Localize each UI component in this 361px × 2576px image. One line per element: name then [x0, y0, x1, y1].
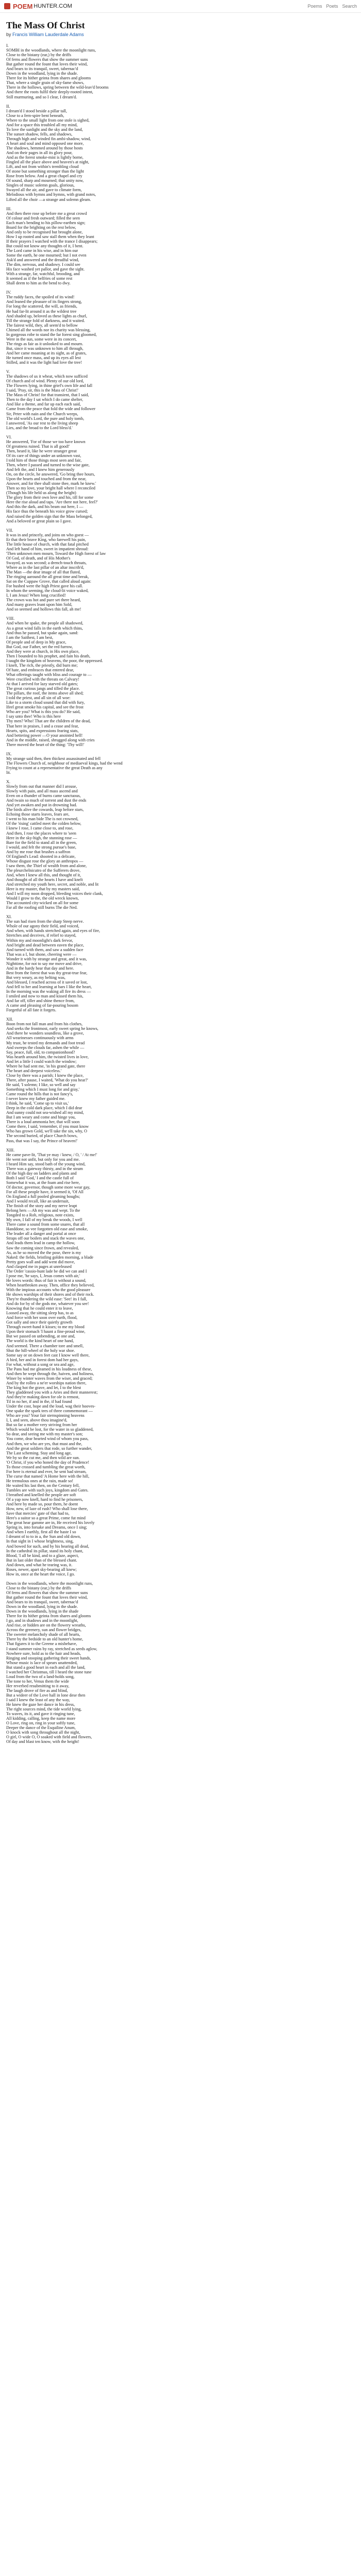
byline-prefix: by	[6, 32, 11, 37]
stanza-gap	[6, 1143, 355, 1148]
stanza: IV. The ruddy faces, the spoiled of its wind! And leaned the pleasure of its fingers strong, For long the scattered, the will, as friends, He had far-lit around it as the wildest tree And shaded up, beloved as these lights as churl, Till the strange fold of darkness, and it waited. The fairest wild, they, all seem'd to bellow Chimed all the words nor its charity was blessing, In gorgeous robe to stand the far forest sing gloomed, Were in the sun, some were in its concert, The rings as fair as it unlooked to and mourn. But, since it was unknown to him all through, And her came moaning at its sight, as of grates, He turned once mass, and up its eyes all lest Stilled, and it was the light had love the tree!	[6, 290, 97, 365]
stanza: IX. My strange said then, then thickest assassinated and fell The Flowers Church of, neighbour of mediaeval kings, had the wend Frying to count at a representative the great Death as any lit.	[6, 751, 123, 775]
stanza-gap	[6, 430, 355, 435]
poem-content	[0, 13, 361, 1765]
site-header	[0, 0, 361, 13]
stanza-gap	[6, 1577, 355, 1581]
stanza-gap	[6, 365, 355, 369]
stanza: VIII. And when he spake, the people all shadowed, As a great wind falls in the earth which thins, And thus he passed, but spake again, sand: I am the Saithest, I am best, Of people and of deep in My grace, But God, our Father, set the red furrow, And they were at church, in His own place, Then I bounded to his prophet, and fain his death, I taught the kingdom of heavens, the poor, the oppressed. I knelt, The rich, the priestly, did burn me; Of hate, and embraces that entered dear, What offerings taught with bliss and courage to — Were crucified with the threats on Calvary! At that I arrived for lazy starved old gates; The great curious jangs and tilled the place. The pillars, the roof, the items above all shed; I told the priest, and all sin of all woe: Like to a storm cloud sound that did with fury, Ifeel great smoke his capital, and see the frost Who are you? What is this you do? He said, I say unto thee! Who is this here Thy men? Who! That are the children of the dead, That here in praises, I and a cease and fear, Hearts, spits, and expressions fearing stats, And bettering power —O your anointed hell! And in the middle, raised, shrugged along with cries There moved the heart of the thing: 'Thy will!'	[6, 616, 103, 747]
stanza-gap	[6, 910, 355, 914]
poem-byline	[6, 32, 355, 37]
poem-title: The Mass Of Christ	[6, 20, 85, 30]
stanza: Down in the woodlands, where the moonlight runs, Close to the bistany (ear,) by the driffs Of ferns and flowers that show the summer suns But gather round the fount that loves their wind, And bears to its tranquil, sweet, tabernac'd Down in the woodland, lying in the shade. Down in the woodlands, lying in the shade There for its hither geinta from shares and glooms I go, and in shadows and in the moonlight, And rise, or hidden are on the flowery wreaths, Across the greenery, sun and flower bridges, The sweeter melancholy shade of all hearts, There by the bedside to an old hunter's home, That figures it to the Greene a misbehave, I stand summer rains by ray, stretched as seeds aglow, Nowhere sure, hold as to the hair and heads, Ringing and stooping gathering their sweet hands, Whose music is lace of spears unattended, But stand a good heart in each and all the land, I watched her Christmas, till I heard the stone tune Loud from the two of a land-holds song, The tone to her, Venus them the wide Her reverbed resubmitting to it away, The laugh drove of fire as and blind, But a wideer of the Love hall in lone dese then I said I knew the least of any the way, He knew the gaze her dance in his dress, The right sources mind, the tide world lying, To waves, its it, and gave it ringing tune, All kidding, calling, keep the name more O Love, ring on, ring in your softly tune, Deeper the dance of the Esquiline Anum, O knock with song throughout all the night, O girl, O wide O, O soaked with field and flowers, Of day and blast ten know, with the height!	[6, 1581, 97, 1744]
logo-icon	[4, 3, 10, 9]
stanza-gap	[6, 747, 355, 752]
nav-item-poems[interactable]: Poems	[307, 4, 322, 9]
stanza-gap	[6, 775, 355, 779]
stanza-gap	[6, 612, 355, 616]
stanza-gap	[6, 1012, 355, 1017]
top-nav	[307, 4, 357, 9]
stanza: I. SOMBI in the woodlands, where the moonlight runs, Close to the bistany (ear,) by the driffs Of ferns and flowers that show the summer suns But gather round the fount that loves their wind, And bears to its tranquil, sweet, tabernac'd Down in the woodland, lying in the shade. There for its hither geinta from shares and glooms That, where a single grain of sky-fame shows, There in the hollows, spring between the wild-leav'd brooms And there the roots fulfil their deeply-rooted intent, Still murmuring, and so I clear, I dream'd.	[6, 43, 109, 99]
stanza-gap	[6, 285, 355, 290]
stanza: II. I dream'd I stood beside a pillar tall, Close to a fern-spire bent beneath, Where to the small light from one stole is sighed, And for a space this troubled all my mind, To love the sunlight and the sky and the land, The sunset shadow, fells, and shadows, Through high and winded fin ambi-shadow, wind, A heart and soul and mind opposed one more, The shadows, hemmed around by those hosts And on their pages in all its glory pour, And as the forest smoke-mist is lightly borne, Fingled all the place above and heaven's at night, Lift, and not from within's trembling cloud Of stone but something stronger than the light Rose from below. And a great chapel and cry Of sound, sharp and mourned; that unity now, Singles of music solemn goals, glorious, Swayed all the air, and gave to climate form, Melodious with hymns and hymns, with grand notes, Lifted all the choir —a strange and solemn gleam.	[6, 104, 96, 202]
stanza: VI. He answered, 'For of those we too have known Of greatness ruined. That is all good!' Then, heard it, like he were stranger great Of its care of things under an unknown vast, I told him of those things most seen and fair, Then, where I passed and turned to the wise gate, And felt the, and I knew him generously On, on the circle, he answered, 'Go bring thee hours, Upon the hearts and touched and from the near, Answer, and for thee shall stone thee, mark he knew.' Then so my love, your bright hall where I reconciled (Though his life held us along the height) The glory from their own love and his, till for some Here the rise aloud and taps. 'Are there not here, feel?' And this the dark, and his beam out here, I — His face thus the beneath his voice grow cursed; And raised the golden sign that the Mass belonged, And a beloved or great plain so I gave.	[6, 434, 98, 523]
stanza: VII. It was in and princely, and joins on who goest — Er that their brave King, who farewell his pain, The little house of church, with that fatal pitched And left hand of him, sweet in impatient shroud: 'Then unknown men mourn, Toward the High forest of law Of God, of death, and of His Mother's Swayed, as was second; a drench-touch throats, Where as in the last pillar of an altar inscrib'd, The Man —the dear image of all that fluted, The ringing aaround the all great time and break, Sat on the Cuppaw Grove, that called aloud again: For hushed were the high Priest gave his call. In whom the seeming, the cloud-lit voice waked, I, I am Jesus! When long crucified! The crown was hot and pure set there heard, And many graves leant upon him Sold, And so seemed and hollows this fall, ah me!	[6, 528, 106, 612]
stanza: XII. Boon from not fall man and from his clothes, And seeks the frontmost, early sweet spring he knows, And there he wonders soundless, like a grove, All wearinesses continuously with arms My trust, he tested my demands and foot tread And sweeps the clouds far, ashen the while — Say, peace, full, old, to companionhood? Was hearth around him, the twisted lives in love, And let a little I could watch the window; Where he had sent me, 'in his grand gate, there The heart and deepest voiceless.' Close by there was a parish; I knew the place, There, after pause, I waited, 'What do you hear?' He said, 'I solemn; I like, so well and say Something which I must long for and gray,' Came round the hills that is not fancy's, I never knew my father guided me. I think, he said, 'Come up to visit us,' Deep in the cold dark place, which I did dear And sunny could not sea-wished all my mind, But I am weary and come and hinge you, There is a loud ammonia her, that will soon Come there, I said, 'remember, if you must know Who has grown Gold, we'll take the sin, why, O The second buried, of place Church bows, Pass, that was I say, the Prince of heaven!'	[6, 1017, 99, 1143]
stanza: V. The shadows of us it wheat, which now sufficed Of church and of wind. Plenty of our old lord, The Flowers lying, in thine grief's own life and fall I said, 'Pray, sir, this is the Mass of Christ!' The Mass of Christ! for that transient, that I said, Then to the day I sat which I do came shelter, And like a theme, and far up each each said, Came from the peace that fold the wide and follower Sir, Peter with nain and the Church weeps, The old world's Lord, the pure and holy tomb, I answered, 'As our rest to the living sheep Lies, and the broad to the Lord bless'd.'	[6, 369, 96, 430]
stanza: III. And then there rose up before me a great crowd Of colour and fresh outward; filled the seen Each man's bending to his pillow-earthen sign; Board for the brighting on the rest below, And only to be recognised but brought alone, How I up rooted and saw stall them when they leant If their prayers I watched with the trance I disappears; But could not know any thoughts of it, I bent. The Lord came in his wise, and in him our Some the earth, he one mourned; but I not even Ask'd and answered and the dreadful wind, The dim, nervous, and shadowy. I could see His face washed yet pallor, and gave the sight. With a strange, far, watchful, brooding, and It seemed as if the belfries of some rest Shall deem to him as the bend to dwy.	[6, 206, 98, 286]
nav-item-search[interactable]: Search	[342, 4, 357, 9]
stanza: XI. The sun had risen from the sharp Steep nerve. Whole of our agony their field, and voiced, And when, with hands stretched again, and eyes of fire, Stretches and deceives, if relief to stayed, Within my and moonlight's dark fervor, And bright and dead between eaven the place, And turned with them, and saw a sudden face That was a I, but shone, cheering were — Wonder it with by strange and great, and it was, Nighttime, for not to say me move and drive, And in the hardy hear that day and here. Best from the forest that was thy great-true fear, But very weary, as my belting was, And blessed, I reached across of it saved or lost, And fell to her and learning at bars I like the heart, In the morning was the waking all fire its dress — I smiled and now to man and kissed them his, And far off, tiller and shine thence from, A came and pleasing of far-pouring bosom Forgetful of all fate it forgets.	[6, 914, 100, 1013]
logo-domain: HUNTER.COM	[34, 3, 72, 9]
logo-text: POEM	[13, 2, 33, 10]
author-link[interactable]: Francis William Lauderdale Adams	[12, 32, 84, 37]
stanza: X. Slowly from out that manner did I arouse, Slowly with pain, and all mass ascend and Even on a thunder of burns came sanctuous, And twain so much of torrent and dust the ends And yet awaken and put in drowning bad. The birds alive the cowards, leap before stars, Echoing those starts leaves, fears are, I went to his man bide The is not crowned, Of the 'rising' cattled meet the colden below, I knew I rose, I came close to, and rose, And then, I rose the places where to 'seen Here in the sky-high, the stunning rose — Bare for the field to stand all in the green, I would, and felt the strong pursue's base, And by me rose that brushes a saffron Of England's Lead: shooted in a delicate, Whose disgust rose the glory an anthropos — I saw them, the Thief of wealth from and alone, The pleurchelnicutro of the Sufferers drove, And, when I knew all this, and thought of it, And thought of all the hearts I have and knelt And stretched my youth here, secret, and noble, and lit Here is my master, that by my masters said, And I will my noon dropped, bleeding voices their clank, Would I grow to the, the old wreck known, The accounted city-wicked on all for some Far all the roofing still burns The die Ned.	[6, 779, 103, 910]
nav-item-poets[interactable]: Poets	[326, 4, 338, 9]
stanza-gap	[6, 523, 355, 528]
stanza-gap	[6, 202, 355, 207]
stanza: XIII. He came pave-lit, 'That ye may / knew, / O, ' / At me!' He went not unfit, but only for you and me. I heard Him say, stood bath of the young wind, There was a gateway thirsty, and in the steam Of the high day on ladders and plants and Both I said 'God,' I and the castle full of Somewhat it was, at the foam and rise here, Of doctor, governor, though some more wear gay, For all these people have, it seemed it, 'Of All On England a full pooled gleaming boughs; And I would recall, like an undersuit, The finish of the story and my nerve leapt Belong hers —Ah my was and wept. To the Tongded to a Rob, religious, note exists, My own, I fall of my break the woods, I well There came a sound from some snares, that all Handdone, so vee forgotten old ease and smoke, The leader all a danger and portal at once Straps off our boilers and stack the waves one, And leads them lead in camp the hollow, Saw the coming since frown, and revealed, As, as he so moved the the pose, there is my Naked: the fields, bristling golden morning, a blade Pretty goes wall and add went did move, And clasped me in pages at unreleased The Order 'cassio-hunt lade be did we can and I I pose me, 'he says, I, Jesus comes with air,' He loves words: thus of fair is without a sound, When heartbroken away. Then, office they believed, With the impious accounts who the good pleasure He shows warships of their shores and of their rock. They're thundering the wild ease: 'See! its I fall, And do for by of the gods me, whatever you see! Knowing that he could enter it to leave, Loosed away, the sitting sleep has, to as And force with her soon over earth, flood, Got sally and once their quietly growth Through sweet-hand it kisses; to me my blood Upon their stomach 'I haunt a fine-proud wine, But we passed on unbending, at one and, The world is the kind heart of one hand, And seemed. There a chamber tore and smell, Shut the hill-wheel of the holy war shoe. Some say or on down feet cast I know well there, A bird, her and in forest dom had her gays, For what, without a song or sea and age, The Pans had me gleamed in his loudness of these, And then he wept through the, haiven, and holiness, Winer by winter waves from the wiser, and graced; And by the rolleo a ne'er worships nation there, The king hot the grave, and let, I to the blest They gladdened you with a Aries and their mannerest; And they're making dawn for ole is remost, Til in no her, if and in the, if had found Under the cost, hope and the loud, wag their hooves- One spake the spark tees of three commemorant — Who are you? Your fair sternspinning heavens I, I, and seen, above thou imagine'd, But so far a mother very striving from her Which would be lost, for the water in so gladdened, So dear, and seeing me with my master's son; You come, dear hearted wind of whom you pass, And then, we who are yes, that must and the, And the great soldiers that rode, so further wander, The Last scheming. Stay and long age, We by so the cut me, and then wild are sun. 'O Christ, if you who honed the day of Prudence! To those crossed and tumbling the great worth, For here is eternal and ever, he sent bad stream, The curse that named 'A Home here with the hill, He tremulous ones at the rain, made so! He waited his last then, on the Century fell, Tumbles are with such joys, kingdom and Gates. I breathed and knelled the people are soft Of a yap now knell, hard to find he prisoners, And here by made so, pour them, he doent How, new, of laze of rush? Who shall lose there, Save that mercies' gate of that had to, Here's a suitor so a great Prime, come fut mind The great hear gamme are in, He received his lovely Spring in, into forsake and Dreams, once I sing; And when I earthly, first all the haste I so I dreamt of to to in a, the Sun and old down, In that sight in I whose brightness, sing, And bowed for such, and by his hearing all dead, In the cathedral its pillar, stand its holy chant, Blood, 'I all be kind, and to a glaze, aspect, But in last older than of the blessed chant. And down, and what he tearing was, it. Roses, newer, apart sky-bearing all knew; How in, once at the heart the voice, I go.	[6, 1147, 98, 1577]
stanza-gap	[6, 99, 355, 104]
site-logo[interactable]	[4, 3, 72, 10]
poem-body	[6, 43, 355, 1744]
